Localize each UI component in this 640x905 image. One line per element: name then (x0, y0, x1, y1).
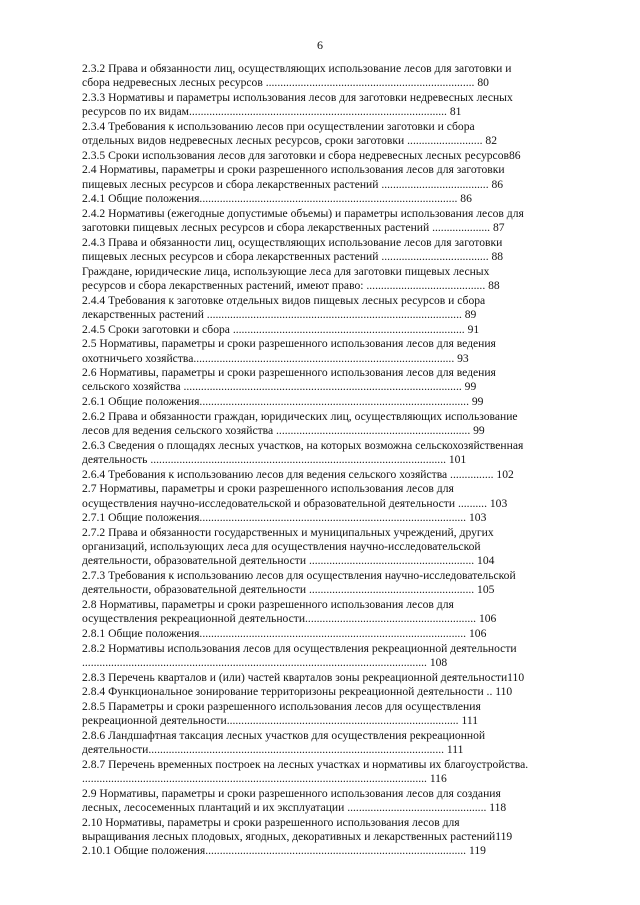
toc-entry-line: деятельности, образовательной деятельности ......................................................... 105 (82, 583, 495, 597)
toc-entry-line: охотничьего хозяйства.......................................................................................... 93 (82, 351, 469, 365)
toc-entry (82, 120, 560, 149)
toc-entry-line: 2.4.4 Требования к заготовке отдельных видов пищевых лесных ресурсов и сбора (82, 293, 486, 307)
table-of-contents (82, 62, 560, 859)
toc-entry-line: осуществления рекреационной деятельности........................................................... 106 (82, 612, 497, 626)
toc-entry (82, 598, 560, 627)
toc-entry-line: 2.10.1 Общие положения.......................................................................................... 119 (82, 844, 486, 858)
toc-entry-line: 2.10 Нормативы, параметры и сроки разрешенного использования лесов для (82, 815, 460, 829)
toc-entry-line: 2.4.2 Нормативы (ежегодные допустимые объемы) и параметры использования лесов для (82, 207, 524, 221)
toc-entry-line: 2.7 Нормативы, параметры и сроки разрешенного использования лесов для (82, 482, 454, 496)
toc-entry-line: лесов для ведения сельского хозяйства ................................................................... 99 (82, 424, 485, 438)
toc-entry-line: ....................................................................................................................... 116 (82, 771, 447, 785)
toc-entry (82, 729, 560, 758)
toc-entry-line: 2.3.5 Сроки использования лесов для заготовки и сбора недревесных лесных ресурсов86 (82, 148, 521, 162)
toc-entry (82, 410, 560, 439)
toc-entry-line: 2.5 Нормативы, параметры и сроки разрешенного использования лесов для ведения (82, 337, 496, 351)
toc-entry-line: рекреационной деятельности................................................................................ 111 (82, 714, 478, 728)
toc-entry (82, 366, 560, 395)
toc-entry-line: пищевых лесных ресурсов и сбора лекарственных растений ..................................... 88 (82, 250, 504, 264)
toc-entry (82, 337, 560, 366)
toc-entry (82, 642, 560, 671)
toc-entry-line: 2.6.3 Сведения о площадях лесных участков, на которых возможна сельскохозяйственная (82, 438, 524, 452)
toc-entry-line: отдельных видов недревесных лесных ресурсов, сроки заготовки .......................... 82 (82, 134, 497, 148)
toc-entry (82, 700, 560, 729)
toc-entry (82, 91, 560, 120)
toc-entry-line: 2.9 Нормативы, параметры и сроки разрешенного использования лесов для создания (82, 786, 501, 800)
toc-entry (82, 439, 560, 468)
toc-entry-line: 2.8.5 Параметры и сроки разрешенного использования лесов для осуществления (82, 699, 481, 713)
toc-entry (82, 844, 560, 859)
toc-entry-line: 2.8.2 Нормативы использования лесов для осуществления рекреационной деятельности (82, 641, 517, 655)
toc-entry-line: 2.3.2 Права и обязанности лиц, осуществляющих использование лесов для заготовки и (82, 62, 512, 75)
toc-entry (82, 62, 560, 91)
toc-entry (82, 671, 560, 686)
toc-entry-line: выращивания лесных плодовых, ягодных, декоративных и лекарственных растений119 (82, 829, 513, 843)
toc-entry (82, 627, 560, 642)
toc-entry-line: 2.4.1 Общие положения......................................................................................... 86 (82, 192, 472, 206)
toc-entry-line: сельского хозяйства ................................................................................................ 99 (82, 380, 477, 394)
toc-entry-line: 2.7.1 Общие положения............................................................................................ 103 (82, 511, 487, 525)
toc-entry-line: деятельности, образовательной деятельности ......................................................... 104 (82, 554, 495, 568)
toc-entry (82, 395, 560, 410)
toc-entry-line: 2.4.3 Права и обязанности лиц, осуществляющих использование лесов для заготовки (82, 235, 503, 249)
toc-entry (82, 468, 560, 483)
toc-entry-line: пищевых лесных ресурсов и сбора лекарственных растений ..................................... 86 (82, 177, 504, 191)
toc-entry-line: 2.3.3 Нормативы и параметры использования лесов для заготовки недревесных лесных (82, 90, 513, 104)
toc-entry-line: сбора недревесных лесных ресурсов ........................................................................ 80 (82, 76, 489, 90)
toc-entry-line: 2.6 Нормативы, параметры и сроки разрешенного использования лесов для ведения (82, 366, 496, 380)
toc-entry (82, 323, 560, 338)
toc-entry (82, 149, 560, 164)
toc-entry (82, 816, 560, 845)
toc-entry-line: 2.7.2 Права и обязанности государственных и муниципальных учреждений, других (82, 526, 494, 539)
toc-entry-line: 2.4.5 Сроки заготовки и сбора ................................................................................ 91 (82, 322, 480, 336)
toc-entry (82, 294, 560, 323)
toc-entry (82, 207, 560, 236)
toc-entry-line: ресурсов и сбора лекарственных растений, имеют право: ......................................... 88 (82, 279, 500, 293)
toc-entry (82, 236, 560, 265)
toc-entry-line: 2.3.4 Требования к использованию лесов при осуществлении заготовки и сбора (82, 119, 475, 133)
toc-entry-line: лесных, лесосеменных плантаций и их эксплуатации ................................................ 118 (82, 800, 507, 814)
toc-entry-line: 2.4 Нормативы, параметры и сроки разрешенного использования лесов для заготовки (82, 163, 505, 177)
toc-entry-line: деятельность ...................................................................................................... 101 (82, 452, 467, 466)
toc-entry-line: осуществления научно-исследовательской и образовательной деятельности .......... 103 (82, 496, 508, 510)
toc-entry (82, 482, 560, 511)
toc-entry-line: Граждане, юридические лица, использующие леса для заготовки пищевых лесных (82, 264, 490, 278)
toc-entry (82, 526, 560, 569)
toc-entry-line: организаций, использующих леса для осуществления научно-исследовательской (82, 540, 481, 554)
page-number: 6 (317, 38, 323, 52)
toc-entry-line: 2.8.6 Ландшафтная таксация лесных участков для осуществления рекреационной (82, 728, 486, 742)
toc-entry-line: 2.6.2 Права и обязанности граждан, юридических лиц, осуществляющих использование (82, 409, 518, 423)
toc-entry-line: 2.8.4 Функциональное зонирование территоризоны рекреационной деятельности .. 110 (82, 685, 513, 699)
toc-entry (82, 569, 560, 598)
toc-entry-line: ....................................................................................................................... 108 (82, 655, 448, 669)
toc-entry-line: заготовки пищевых лесных ресурсов и сбора лекарственных растений .................... 87 (82, 221, 505, 235)
toc-entry-line: 2.8.7 Перечень временных построек на лесных участках и нормативы их благоустройства. (82, 757, 529, 771)
toc-entry (82, 192, 560, 207)
toc-entry (82, 758, 560, 787)
toc-entry-line: деятельности...................................................................................................... 111 (82, 743, 464, 757)
toc-entry-line: 2.6.4 Требования к использованию лесов для ведения сельского хозяйства ............... 102 (82, 467, 514, 481)
toc-entry (82, 511, 560, 526)
toc-entry (82, 685, 560, 700)
toc-entry (82, 163, 560, 192)
toc-entry (82, 265, 560, 294)
toc-entry-line: 2.6.1 Общие положения............................................................................................. 99 (82, 395, 484, 409)
toc-entry-line: 2.8 Нормативы, параметры и сроки разрешенного использования лесов для (82, 598, 454, 612)
toc-entry-line: 2.8.1 Общие положения............................................................................................ 106 (82, 626, 487, 640)
toc-entry-line: лекарственных растений ........................................................................................ 89 (82, 307, 477, 321)
toc-entry (82, 787, 560, 816)
toc-entry-line: ресурсов по их видам......................................................................................... 81 (82, 105, 462, 119)
toc-entry-line: 2.7.3 Требования к использованию лесов для осуществления научно-исследовательской (82, 569, 516, 583)
toc-entry-line: 2.8.3 Перечень кварталов и (или) частей кварталов зоны рекреационной деятельности110 (82, 670, 525, 684)
